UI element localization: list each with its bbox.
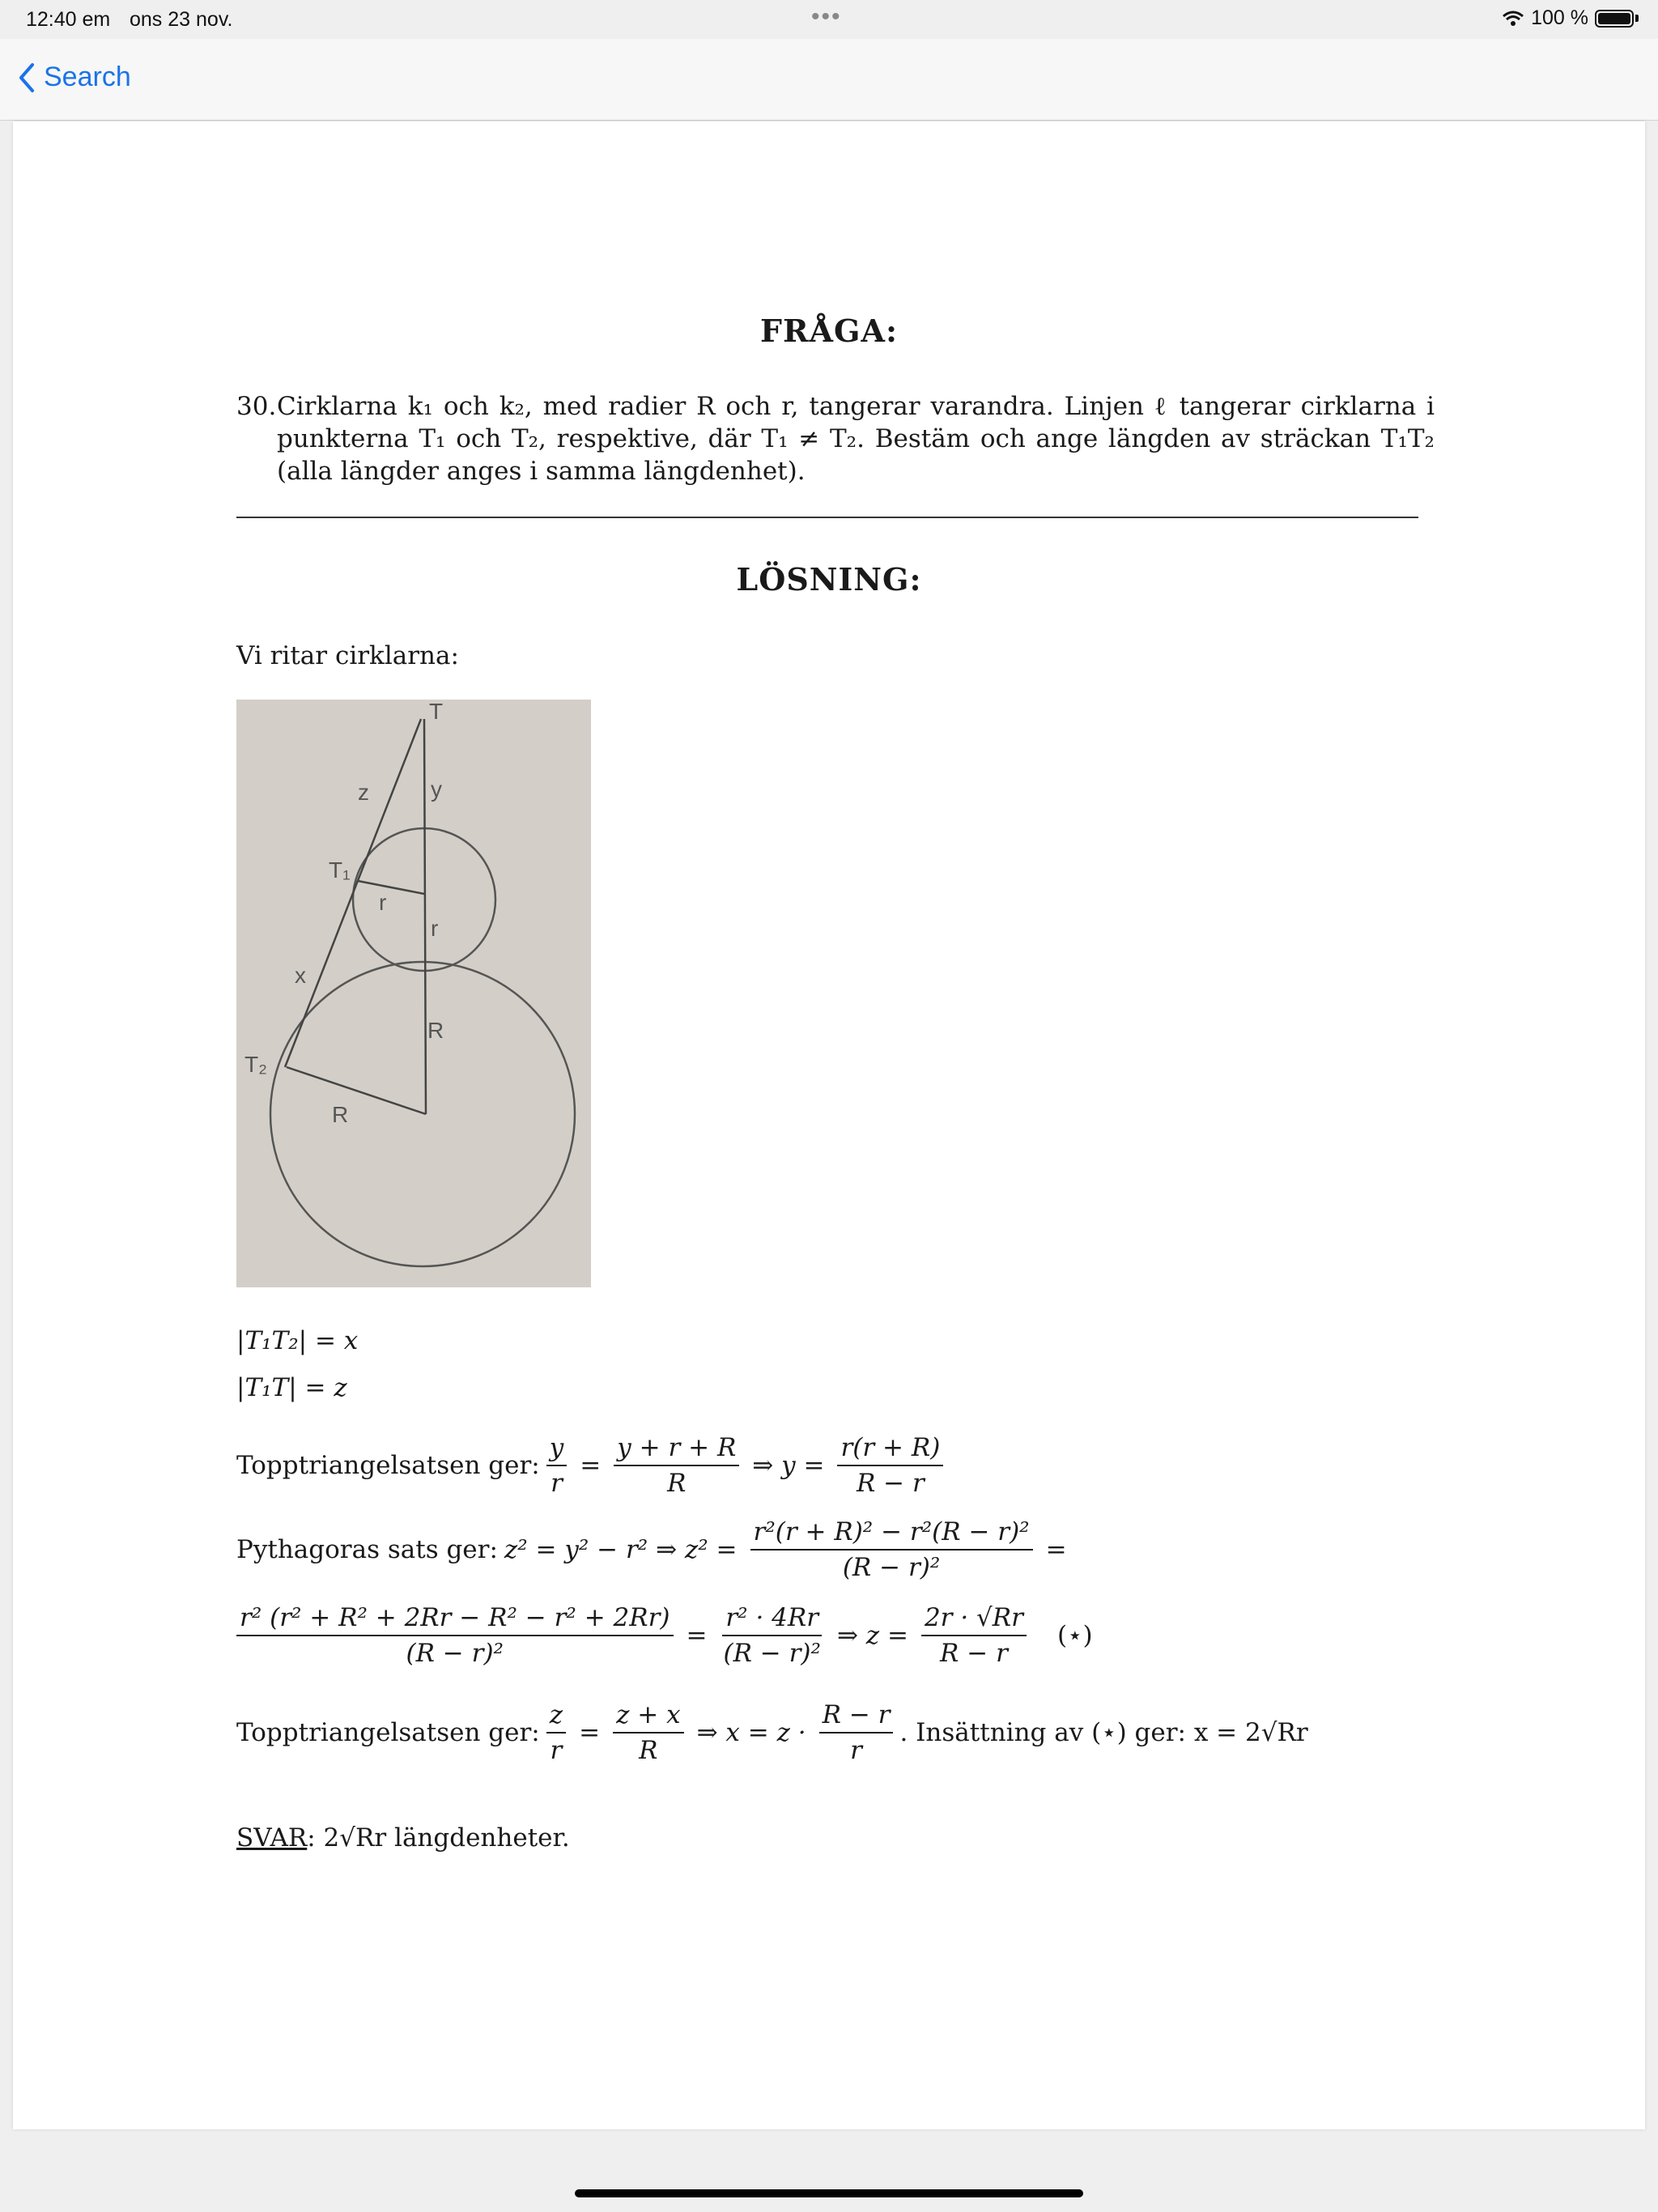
implication: ⇒ z = xyxy=(836,1621,908,1650)
step-2 xyxy=(236,1517,1073,1582)
solution-heading: LÖSNING: xyxy=(736,561,922,598)
equals-sign: = xyxy=(579,1718,601,1747)
status-time: 12:40 em xyxy=(26,8,111,31)
implication: ⇒ x = z · xyxy=(696,1718,806,1747)
label-z: z xyxy=(358,780,369,805)
step-3 xyxy=(236,1603,1099,1668)
substitution-text: . Insättning av (⋆) ger: x = 2√Rr xyxy=(899,1718,1308,1747)
equals-sign: = xyxy=(686,1621,708,1650)
equation: z² = y² − r² ⇒ z² = xyxy=(504,1535,738,1564)
fraction: $\frac{R - r}{r}$ xyxy=(819,1700,894,1765)
definition-x: |T₁T₂| = x xyxy=(236,1326,359,1355)
tangent-line xyxy=(285,719,421,1067)
step-2-label: Pythagoras sats ger: xyxy=(236,1535,498,1564)
label-T2: T₂ xyxy=(244,1052,267,1077)
question-number: 30. xyxy=(236,392,277,421)
status-bar xyxy=(0,0,1658,39)
question xyxy=(236,390,1435,487)
label-x: x xyxy=(295,963,306,988)
label-y: y xyxy=(431,776,442,802)
star-marker: (⋆) xyxy=(1056,1621,1093,1650)
fraction: $\frac{y + r + R}{R}$ xyxy=(614,1433,739,1498)
label-R-1: R xyxy=(427,1018,444,1043)
battery-tip xyxy=(1635,15,1639,22)
step-4 xyxy=(236,1700,1308,1765)
step-4-label: Topptriangelsatsen ger: xyxy=(236,1718,540,1747)
status-indicators xyxy=(1502,6,1639,30)
label-T: T xyxy=(429,700,444,724)
label-r-2: r xyxy=(431,916,439,941)
divider xyxy=(236,517,1418,518)
question-heading: FRÅGA: xyxy=(759,313,898,349)
intro-text: Vi ritar cirklarna: xyxy=(236,641,459,670)
answer xyxy=(236,1823,570,1853)
fraction: $\frac{\text{r² · 4Rr}}{\text{(R − r)²}}$ xyxy=(723,1603,821,1668)
step-1 xyxy=(236,1433,950,1498)
back-label: Search xyxy=(44,62,131,92)
label-r-1: r xyxy=(379,890,387,915)
step-1-label: Topptriangelsatsen ger: xyxy=(236,1451,540,1480)
large-circle xyxy=(270,962,575,1266)
battery-percent: 100 % xyxy=(1531,6,1588,29)
label-T1: T₁ xyxy=(329,857,351,883)
fraction: $\frac{\text{r²(r + R)² − r²(R − r)²}}{\text{(R − r)²}}$ xyxy=(750,1517,1033,1582)
status-date: ons 23 nov. xyxy=(130,8,233,31)
answer-text: : 2√Rr längdenheter. xyxy=(307,1823,570,1853)
battery-icon xyxy=(1595,10,1634,28)
label-R-2: R xyxy=(332,1102,349,1127)
definition-z: |T₁T| = z xyxy=(236,1373,347,1402)
equals-sign: = xyxy=(1045,1535,1067,1564)
multitasking-dots[interactable]: ••• xyxy=(811,3,842,30)
wifi-icon xyxy=(1502,10,1524,28)
fraction: $\frac{z}{r}$ xyxy=(546,1700,566,1765)
navigation-bar xyxy=(0,39,1658,121)
implication: ⇒ y = xyxy=(752,1451,825,1480)
pdf-page xyxy=(13,121,1645,2129)
home-indicator[interactable] xyxy=(575,2189,1083,2197)
small-radius xyxy=(358,881,424,894)
fraction: $\frac{y}{r}$ xyxy=(546,1433,568,1498)
answer-label: SVAR xyxy=(236,1823,308,1853)
fraction: $\frac{\text{r² (r² + R² + 2Rr − R² − r² + 2Rr)}}{\text{(R − r)²}}$ xyxy=(236,1603,674,1668)
fraction: $\frac{2r \cdot √Rr}{R - r}$ xyxy=(921,1603,1027,1668)
large-radius xyxy=(287,1067,426,1114)
center-line xyxy=(424,719,426,1114)
sketch-photo xyxy=(236,700,591,1287)
chevron-left-icon xyxy=(18,62,36,93)
question-text: Cirklarna k₁ och k₂, med radier R och r, tangerar varandra. Linjen ℓ tangerar cirklarna i punkterna T₁ och T₂, respektive, där T₁ ≠ T₂. Bestäm och ange längden av sträckan T₁T₂ (alla längder anges i samma längdenhet). xyxy=(277,392,1435,486)
circles-sketch xyxy=(236,700,591,1287)
equals-sign: = xyxy=(580,1451,602,1480)
fraction: $\frac{z + x}{R}$ xyxy=(613,1700,684,1765)
back-button[interactable] xyxy=(18,62,131,93)
fraction: $\frac{r(r + R)}{R - r}$ xyxy=(837,1433,943,1498)
